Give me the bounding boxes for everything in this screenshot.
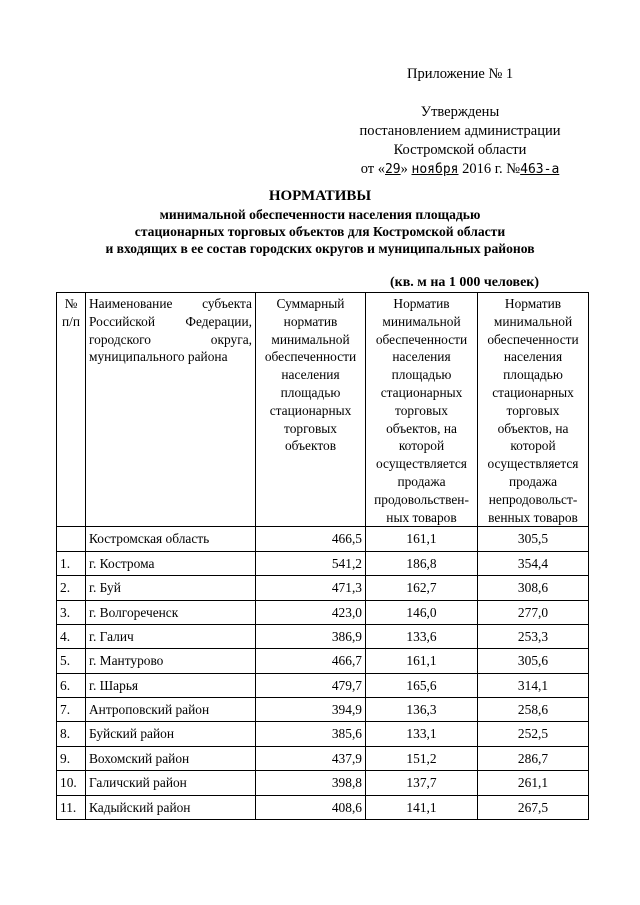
row-nonfood: 305,5 xyxy=(478,527,589,551)
row-nonfood: 305,6 xyxy=(478,649,589,673)
table-row xyxy=(57,649,589,673)
row-food: 165,6 xyxy=(366,673,478,697)
approval-line: постановлением администрации xyxy=(359,123,561,139)
unit-note: (кв. м на 1 000 человек) xyxy=(390,275,540,290)
row-num: 9. xyxy=(57,746,86,770)
row-nonfood: 252,5 xyxy=(478,722,589,746)
row-nonfood: 261,1 xyxy=(478,771,589,795)
date-month: ноября xyxy=(411,162,459,177)
row-num: 8. xyxy=(57,722,86,746)
date-day: 29 xyxy=(384,162,401,177)
row-name: г. Буй xyxy=(86,576,256,600)
row-food: 133,1 xyxy=(366,722,478,746)
row-nonfood: 267,5 xyxy=(478,795,589,819)
row-sum: 423,0 xyxy=(256,600,366,624)
row-name: г. Волгореченск xyxy=(86,600,256,624)
title-main: НОРМАТИВЫ xyxy=(268,188,372,204)
table-row xyxy=(57,795,589,819)
row-nonfood: 286,7 xyxy=(478,746,589,770)
row-sum: 466,7 xyxy=(256,649,366,673)
row-sum: 471,3 xyxy=(256,576,366,600)
table-row xyxy=(57,673,589,697)
row-sum: 398,8 xyxy=(256,771,366,795)
row-name: Буйский район xyxy=(86,722,256,746)
date-year: 2016 г. № xyxy=(458,161,521,177)
row-name: Галичский район xyxy=(86,771,256,795)
header-num: № п/п xyxy=(57,293,86,527)
table-row xyxy=(57,722,589,746)
row-num: 6. xyxy=(57,673,86,697)
table-header-row xyxy=(57,293,589,527)
date-prefix: от « xyxy=(360,161,385,177)
approval-line: Костромской области xyxy=(393,142,527,158)
date-mid: » xyxy=(400,161,412,177)
row-name: г. Кострома xyxy=(86,551,256,575)
row-num: 10. xyxy=(57,771,86,795)
approval-block xyxy=(330,103,590,179)
row-sum: 466,5 xyxy=(256,527,366,551)
row-food: 162,7 xyxy=(366,576,478,600)
table-row xyxy=(57,746,589,770)
decree-number: 463-а xyxy=(520,162,560,177)
table-row xyxy=(57,624,589,648)
row-nonfood: 308,6 xyxy=(478,576,589,600)
row-name: г. Шарья xyxy=(86,673,256,697)
row-food: 141,1 xyxy=(366,795,478,819)
row-num: 7. xyxy=(57,698,86,722)
table-row xyxy=(57,698,589,722)
appendix-label: Приложение № 1 xyxy=(407,66,514,82)
table-row xyxy=(57,527,589,551)
row-nonfood: 258,6 xyxy=(478,698,589,722)
row-food: 146,0 xyxy=(366,600,478,624)
row-sum: 386,9 xyxy=(256,624,366,648)
title-subtitle-line: и входящих в ее состав городских округов и муниципальных районов xyxy=(105,241,535,256)
row-nonfood: 314,1 xyxy=(478,673,589,697)
table-row xyxy=(57,551,589,575)
row-nonfood: 354,4 xyxy=(478,551,589,575)
table-row xyxy=(57,600,589,624)
row-num: 3. xyxy=(57,600,86,624)
row-sum: 385,6 xyxy=(256,722,366,746)
table-row xyxy=(57,771,589,795)
header-nonfood: Норматив минимальной обеспеченности населения площадью стационарных торговых объектов, на которой осуществляется продажа непродовольст-венных товаров xyxy=(478,293,589,527)
row-num: 1. xyxy=(57,551,86,575)
row-name: Кадыйский район xyxy=(86,795,256,819)
row-sum: 437,9 xyxy=(256,746,366,770)
header-sum: Суммарный норматив минимальной обеспеченности населения площадью стационарных торговых объектов xyxy=(256,293,366,527)
table-body xyxy=(57,527,589,820)
title-subtitle-line: минимальной обеспеченности населения площадью xyxy=(159,207,481,222)
row-nonfood: 253,3 xyxy=(478,624,589,648)
row-name: Костромская область xyxy=(86,527,256,551)
row-food: 136,3 xyxy=(366,698,478,722)
row-name: Вохомский район xyxy=(86,746,256,770)
row-food: 161,1 xyxy=(366,649,478,673)
row-food: 133,6 xyxy=(366,624,478,648)
approval-date-line xyxy=(330,160,590,179)
row-nonfood: 277,0 xyxy=(478,600,589,624)
table-row xyxy=(57,576,589,600)
header-name: Наименование субъекта Российской Федерации, городского округа, муниципального района xyxy=(86,293,256,527)
title-subtitle-line: стационарных торговых объектов для Костромской области xyxy=(134,224,506,239)
document-title xyxy=(60,186,580,257)
row-num: 2. xyxy=(57,576,86,600)
row-name: г. Мантурово xyxy=(86,649,256,673)
header-food: Норматив минимальной обеспеченности населения площадью стационарных торговых объектов, на которой осуществляется продажа продовольствен-ных товаров xyxy=(366,293,478,527)
row-num: 4. xyxy=(57,624,86,648)
row-num xyxy=(57,527,86,551)
row-num: 5. xyxy=(57,649,86,673)
row-food: 151,2 xyxy=(366,746,478,770)
row-name: Антроповский район xyxy=(86,698,256,722)
row-food: 186,8 xyxy=(366,551,478,575)
row-sum: 479,7 xyxy=(256,673,366,697)
row-food: 161,1 xyxy=(366,527,478,551)
row-sum: 541,2 xyxy=(256,551,366,575)
row-num: 11. xyxy=(57,795,86,819)
row-sum: 394,9 xyxy=(256,698,366,722)
approval-line: Утверждены xyxy=(420,104,500,120)
row-name: г. Галич xyxy=(86,624,256,648)
row-food: 137,7 xyxy=(366,771,478,795)
norms-table xyxy=(56,292,589,820)
row-sum: 408,6 xyxy=(256,795,366,819)
